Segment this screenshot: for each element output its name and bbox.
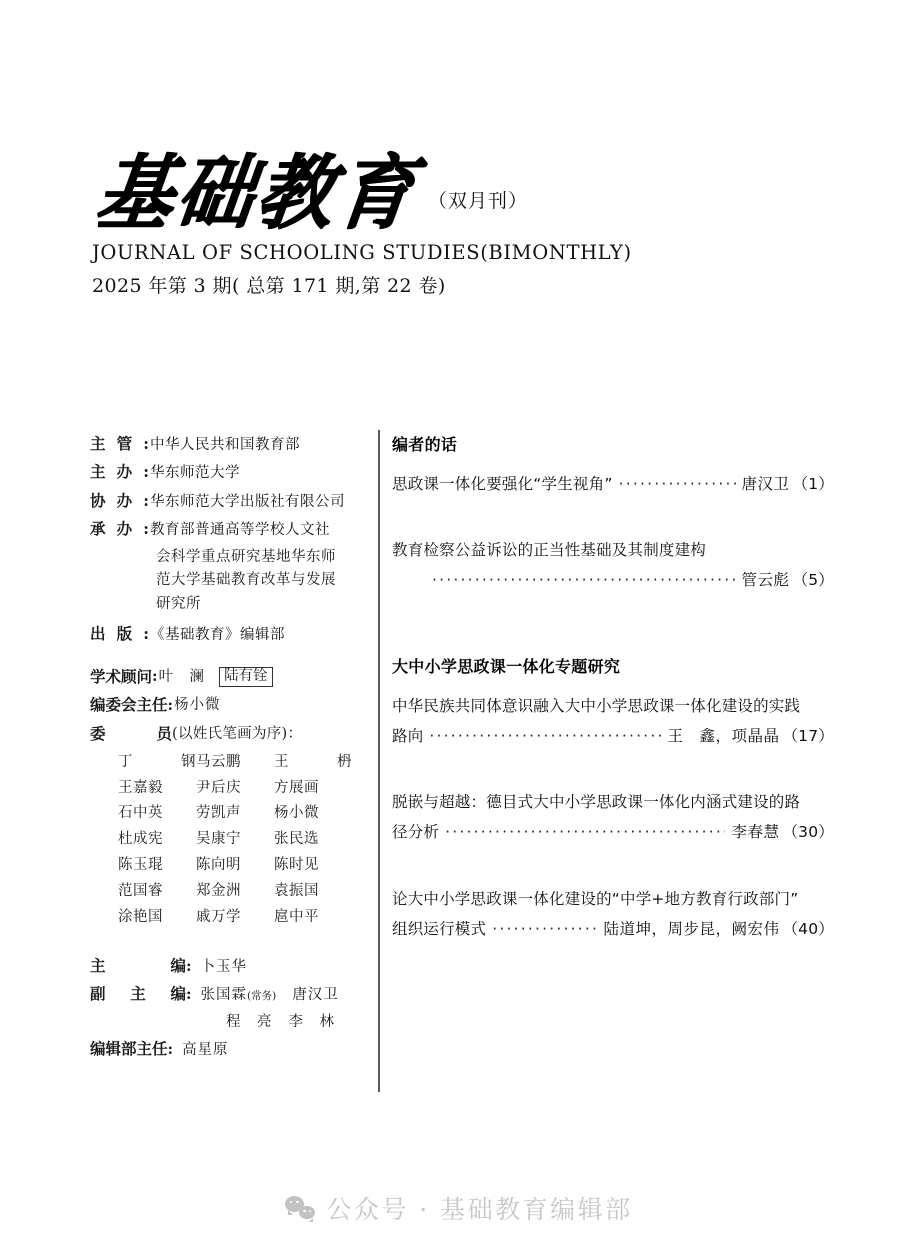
member-name: 王: [274, 753, 289, 770]
journal-title-cn: 基础教育: [90, 144, 423, 240]
editor-row-deputy: 副 主 编 : 张国霖(常务) 唐汉卫: [90, 980, 368, 1008]
member-name: 枬: [337, 753, 352, 770]
imprint-value: 中华人民共和国教育部: [150, 437, 300, 453]
member-name: 丁: [118, 753, 133, 770]
imprint-label-a: 主: [90, 434, 106, 453]
entry-page: （40）: [782, 919, 834, 938]
entry-page: （30）: [782, 823, 834, 842]
imprint-label-a: 出: [90, 624, 106, 644]
members-row: [118, 776, 368, 802]
deputy-editor-row-2: [226, 1009, 368, 1035]
entry-page: （1）: [792, 475, 834, 493]
chief-editor-label-b: 编: [170, 956, 186, 976]
entry-authors: 陆道坤，周步昆，阙宏伟: [603, 919, 780, 938]
member-name: 王嘉毅: [118, 779, 163, 796]
imprint-row-cosponsor: 协 办 : 华东师范大学出版社有限公司: [90, 489, 368, 513]
leader-dots: [492, 914, 597, 944]
deputy-editor-name-2: 唐汉卫: [292, 987, 339, 1004]
member-name: 陈玉琨: [118, 856, 163, 873]
leader-dots: [445, 817, 725, 847]
contents-entry[interactable]: [392, 469, 834, 499]
deputy-editor-note: (常务): [247, 990, 277, 1003]
imprint-value: 华东师范大学出版社有限公司: [150, 493, 345, 510]
contents-entry[interactable]: [392, 691, 834, 751]
member-name: 杨小微: [274, 805, 319, 822]
entry-title-cont: 径分析: [392, 823, 440, 842]
imprint-row-publisher: 出 版 : 《基础教育》编辑部: [90, 622, 368, 646]
imprint-continuation-3: 研究所: [156, 595, 201, 612]
entry-title: 教育检察公益诉讼的正当性基础及其制度建构: [392, 541, 707, 560]
leader-dots: [619, 469, 736, 499]
imprint-value: 《基础教育》编辑部: [150, 627, 285, 644]
members-label-a: 委: [90, 724, 106, 744]
members-row: [118, 801, 368, 827]
members-row: [118, 750, 368, 776]
entry-title: 脱嵌与超越：德目式大中小学思政课一体化内涵式建设的路: [392, 793, 801, 812]
member-name: 陈时见: [274, 856, 319, 873]
imprint-value: 教育部普通高等学校人文社: [150, 522, 330, 539]
deputy-editor-name-1: 张国霖: [200, 987, 248, 1004]
imprint-label-b: 管: [116, 434, 133, 453]
members-list: [118, 750, 368, 931]
entry-authors: 李春慧: [731, 823, 780, 842]
footer-wechat-credit: [0, 1190, 918, 1226]
imprint-label-b: 版: [116, 624, 133, 644]
entry-title: 思政课一体化要强化“学生视角”: [392, 475, 613, 493]
board-row-members-header: [90, 721, 368, 748]
entry-authors: 唐汉卫: [741, 475, 790, 493]
imprint-row-supervisor: 主 管 : 中华人民共和国教育部: [90, 432, 368, 456]
member-name: 尹后庆: [196, 779, 241, 796]
journal-frequency: （双月刊）: [428, 190, 529, 212]
chair-name: 杨小微: [174, 697, 221, 714]
contents-entry[interactable]: [392, 787, 834, 847]
journal-issue-line: 2025 年第 3 期( 总第 171 期,第 22 卷): [92, 275, 446, 297]
member-name: 吴康宁: [196, 831, 241, 848]
members-row: [118, 879, 368, 905]
member-name: 戚万学: [196, 908, 241, 925]
chief-editor-label-a: 主: [90, 956, 106, 976]
office-director-label: 编辑部主任: [90, 1038, 168, 1058]
advisor-name-2-memorial: 陆有铨: [219, 667, 273, 687]
column-divider: [378, 430, 380, 1092]
leader-dots: [432, 565, 736, 595]
member-name: 杜成宪: [118, 831, 163, 848]
masthead: [92, 135, 852, 298]
journal-logo: [90, 135, 852, 240]
deputy-editor-label-b: 主: [130, 984, 146, 1004]
member-name: 陈向明: [196, 856, 241, 873]
members-row: [118, 827, 368, 853]
deputy-editor-label-c: 编: [170, 984, 186, 1004]
journal-title-en: JOURNAL OF SCHOOLING STUDIES(BIMONTHLY): [92, 241, 632, 264]
member-name: 袁振国: [274, 882, 319, 899]
member-name: 方展画: [274, 779, 319, 796]
chair-label: 编委会主任: [90, 695, 168, 715]
member-name: 劳凯声: [196, 805, 241, 822]
entry-title: 中华民族共同体意识融入大中小学思政课一体化建设的实践: [392, 696, 801, 715]
deputy-editor-label-a: 副: [90, 984, 106, 1004]
imprint-value: 华东师范大学: [150, 465, 240, 482]
members-row: [118, 905, 368, 931]
entry-title: 论大中小学思政课一体化建设的“中学+地方教育行政部门”: [392, 889, 799, 908]
member-name: 扈中平: [274, 908, 319, 925]
members-label-b: 员: [156, 724, 172, 744]
board-row-chair: 编委会主任 : 杨小微: [90, 692, 368, 719]
member-name: 郑金洲: [196, 882, 241, 899]
imprint-label-b: 办: [116, 519, 133, 539]
deputy-editor-name-4: 李 林: [288, 1013, 335, 1030]
member-name: 范国睿: [118, 882, 163, 899]
members-row: [118, 853, 368, 879]
advisor-label: 学术顾问: [90, 666, 153, 686]
imprint-continuation-2: 范大学基础教育改革与发展: [156, 572, 336, 589]
imprint-label-a: 协: [90, 490, 106, 510]
entry-authors: 管云彪: [741, 571, 790, 590]
deputy-editor-name-3: 程 亮: [226, 1013, 273, 1030]
imprint-row-organizer: 承 办 : 教育部普通高等学校人文社: [90, 517, 368, 541]
entry-title-cont: 组织运行模式: [392, 919, 487, 938]
imprint-label-b: 办: [116, 462, 133, 482]
editor-row-chief: 主 编 : 卜玉华: [90, 952, 368, 980]
imprint-label-a: 承: [90, 519, 106, 539]
entry-authors: 王 鑫，项晶晶: [667, 726, 780, 745]
imprint-row-sponsor: 主 办 : 华东师范大学: [90, 460, 368, 484]
editorial-board-block: [90, 664, 368, 931]
contents-entry[interactable]: [392, 535, 834, 595]
contents-section-title: 大中小学思政课一体化专题研究: [392, 656, 621, 676]
editor-row-office-director: 编辑部主任 : 高星原: [90, 1035, 368, 1063]
contents-entry[interactable]: [392, 884, 834, 944]
imprint-label-a: 主: [90, 462, 106, 482]
chief-editor-name: 卜玉华: [200, 959, 248, 976]
entry-page: （17）: [782, 726, 834, 745]
member-name: 石中英: [118, 805, 163, 822]
entry-page: （5）: [792, 571, 834, 590]
leader-dots: [429, 721, 661, 751]
member-name: 马云鹏: [196, 753, 241, 770]
advisor-name-1: 叶 澜: [158, 668, 206, 685]
contents-column: [392, 432, 834, 958]
imprint-label-b: 办: [116, 490, 133, 510]
footer-text: 公众号 · 基础教育编辑部: [326, 1195, 633, 1224]
imprint-column: [90, 432, 368, 1063]
contents-section-title: 编者的话: [392, 435, 458, 454]
member-name: 钢: [181, 753, 196, 770]
entry-title-cont: 路向: [392, 726, 424, 745]
members-order-note: (以姓氏笔画为序)：: [172, 725, 303, 742]
board-row-advisors: 学术顾问 : 叶 澜 陆有铨: [90, 664, 368, 691]
imprint-continuation-1: 会科学重点研究基地华东师: [156, 548, 336, 565]
member-name: 涂艳国: [118, 908, 163, 925]
office-director-name: 高星原: [182, 1041, 229, 1058]
member-name: 张民选: [274, 831, 319, 848]
editors-block: [90, 952, 368, 1062]
wechat-icon: [285, 1196, 315, 1220]
